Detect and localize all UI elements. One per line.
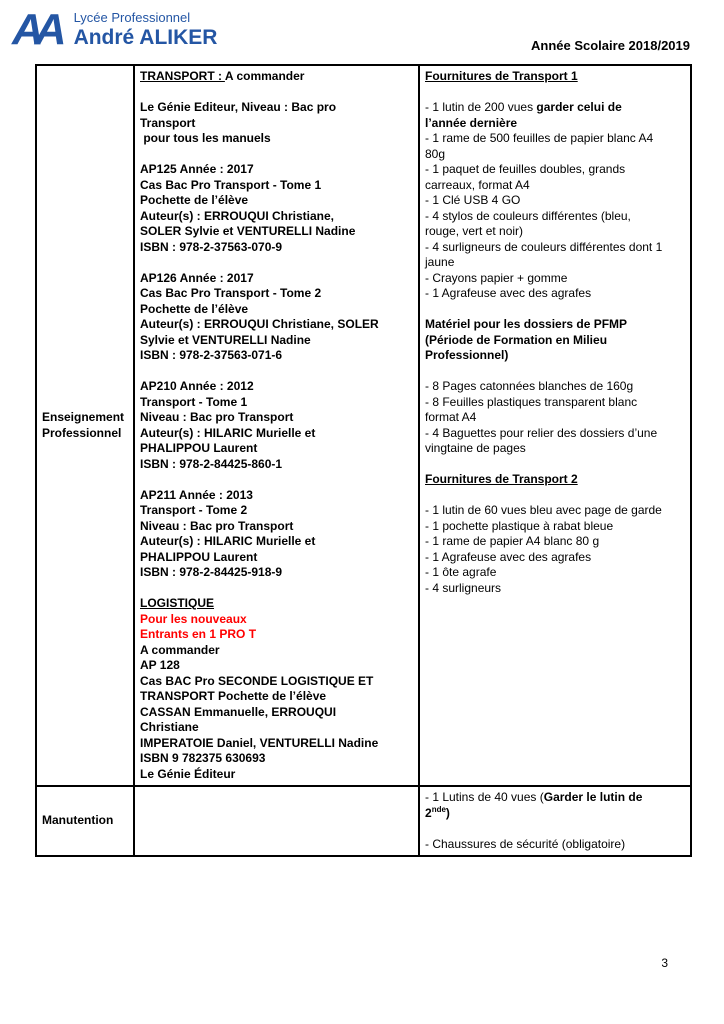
text-line bbox=[140, 69, 413, 85]
text-run: Le Génie Éditeur bbox=[140, 766, 236, 781]
text-line bbox=[425, 426, 685, 442]
text-line bbox=[140, 674, 413, 690]
text-line bbox=[140, 627, 413, 643]
text-line bbox=[42, 410, 128, 426]
text-line bbox=[140, 534, 413, 550]
text-line bbox=[425, 581, 685, 597]
text-run: - 1 rame de 500 feuilles de papier blanc A4 bbox=[425, 131, 654, 145]
text-run: AP125 Année : 2017 bbox=[140, 162, 254, 176]
text-line bbox=[140, 658, 413, 674]
text-line bbox=[425, 224, 685, 240]
text-line bbox=[425, 333, 685, 349]
text-run: nde bbox=[431, 804, 446, 814]
text-run: PHALIPPOU Laurent bbox=[140, 549, 258, 564]
text-line bbox=[425, 240, 685, 256]
text-run: Transport bbox=[140, 115, 196, 130]
text-run: - Chaussures de sécurité (obligatoire) bbox=[425, 836, 626, 851]
text-run: - 1 Clé USB 4 GO bbox=[425, 193, 521, 207]
text-run: - 1 lutin de 60 vues bleu avec page de garde bbox=[425, 503, 662, 517]
text-line bbox=[425, 147, 685, 163]
text-run: Professionnel) bbox=[425, 348, 509, 362]
text-line bbox=[140, 224, 413, 240]
text-line bbox=[425, 193, 685, 209]
text-line bbox=[140, 503, 413, 519]
text-line bbox=[140, 271, 413, 287]
text-run: CASSAN Emmanuelle, ERROUQUI bbox=[140, 704, 337, 719]
text-line bbox=[425, 178, 685, 194]
text-line bbox=[140, 333, 413, 349]
text-run: TRANSPORT : bbox=[140, 69, 225, 83]
text-line bbox=[140, 705, 413, 721]
text-line bbox=[425, 519, 685, 535]
page-header bbox=[0, 0, 724, 58]
row-label-cell bbox=[36, 786, 134, 856]
school-name-line2: André ALIKER bbox=[73, 26, 218, 50]
text-line bbox=[425, 550, 685, 566]
text-run: TRANSPORT Pochette de l’élève bbox=[140, 689, 327, 703]
text-run: - 1 Agrafeuse avec des agrafes bbox=[425, 286, 592, 300]
text-run: Transport - Tome 2 bbox=[140, 503, 248, 517]
text-line bbox=[140, 519, 413, 535]
text-line bbox=[42, 813, 128, 829]
text-run: Manutention bbox=[42, 813, 114, 828]
text-run: carreaux, format A4 bbox=[425, 177, 530, 192]
text-line bbox=[140, 147, 413, 163]
text-line bbox=[140, 410, 413, 426]
table-row-manutention bbox=[36, 786, 691, 856]
text-run: - 1 pochette plastique à rabat bleue bbox=[425, 518, 614, 533]
text-run: ISBN : 978-2-37563-070-9 bbox=[140, 239, 283, 254]
text-run: Professionnel bbox=[42, 425, 122, 440]
text-run: (Période de Formation en Milieu bbox=[425, 332, 608, 347]
text-line bbox=[425, 790, 685, 806]
text-line bbox=[425, 255, 685, 271]
supplies-table bbox=[35, 64, 692, 857]
text-run: ISBN : 978-2-84425-860-1 bbox=[140, 456, 283, 471]
books-cell bbox=[134, 65, 419, 786]
text-line bbox=[140, 255, 413, 271]
text-run: pour tous les manuels bbox=[140, 131, 271, 145]
text-run: - 1 Lutins de 40 vues ( bbox=[425, 790, 544, 804]
text-line bbox=[425, 364, 685, 380]
text-run: PHALIPPOU Laurent bbox=[140, 441, 258, 455]
text-run: - 4 Baguettes pour relier des dossiers d’une bbox=[425, 425, 658, 440]
text-run: Auteur(s) : ERROUQUI Christiane, SOLER bbox=[140, 317, 379, 331]
text-line bbox=[425, 441, 685, 457]
row-label bbox=[42, 813, 128, 829]
text-line bbox=[140, 565, 413, 581]
text-run: Auteur(s) : ERROUQUI Christiane, bbox=[140, 208, 335, 223]
text-line bbox=[425, 821, 685, 837]
text-run: ISBN 9 782375 630693 bbox=[140, 751, 266, 765]
text-run: jaune bbox=[425, 255, 455, 269]
text-run: Cas BAC Pro SECONDE LOGISTIQUE ET bbox=[140, 673, 374, 688]
text-run: AP 128 bbox=[140, 658, 180, 672]
text-line bbox=[140, 767, 413, 783]
text-line bbox=[425, 472, 685, 488]
text-line bbox=[425, 379, 685, 395]
text-line bbox=[140, 162, 413, 178]
text-run: Entrants en 1 PRO T bbox=[140, 627, 257, 641]
text-line bbox=[140, 302, 413, 318]
text-line bbox=[140, 240, 413, 256]
school-name-line1: Lycée Professionnel bbox=[73, 10, 191, 25]
text-run: ISBN : 978-2-84425-918-9 bbox=[140, 565, 283, 579]
text-line bbox=[425, 348, 685, 364]
text-line bbox=[140, 643, 413, 659]
text-run: Christiane bbox=[140, 720, 199, 734]
text-line bbox=[140, 581, 413, 597]
text-run: Pochette de l’élève bbox=[140, 193, 249, 207]
text-run: - 8 Feuilles plastiques transparent blanc bbox=[425, 394, 638, 409]
text-line bbox=[425, 69, 685, 85]
school-name bbox=[74, 10, 218, 49]
text-run: LOGISTIQUE bbox=[140, 596, 215, 610]
text-run: vingtaine de pages bbox=[425, 441, 526, 455]
text-line bbox=[140, 317, 413, 333]
text-run: Pochette de l’élève bbox=[140, 301, 249, 316]
text-run: - 1 ôte agrafe bbox=[425, 565, 497, 579]
text-line bbox=[425, 131, 685, 147]
text-run: Garder le lutin de bbox=[543, 790, 643, 804]
text-run: - 1 Agrafeuse avec des agrafes bbox=[425, 549, 592, 564]
text-run: Fournitures de Transport 1 bbox=[425, 69, 578, 83]
text-line bbox=[425, 116, 685, 132]
text-line bbox=[140, 100, 413, 116]
text-run: - 1 paquet de feuilles doubles, grands bbox=[425, 162, 626, 176]
text-run: Auteur(s) : HILARIC Murielle et bbox=[140, 534, 316, 548]
text-line bbox=[425, 100, 685, 116]
text-line bbox=[140, 379, 413, 395]
table-row-enseignement-professionnel bbox=[36, 65, 691, 786]
text-line bbox=[140, 596, 413, 612]
logo-aa-icon: AA bbox=[12, 4, 58, 54]
text-run: - 1 lutin de 200 vues bbox=[425, 100, 537, 114]
text-line bbox=[425, 85, 685, 101]
text-line bbox=[42, 426, 128, 442]
text-line bbox=[140, 116, 413, 132]
text-line bbox=[140, 426, 413, 442]
text-run: Cas Bac Pro Transport - Tome 1 bbox=[140, 177, 322, 192]
text-line bbox=[140, 751, 413, 767]
text-run: A commander bbox=[140, 642, 220, 657]
text-run: Sylvie et VENTURELLI Nadine bbox=[140, 332, 311, 347]
text-line bbox=[140, 488, 413, 504]
text-line bbox=[140, 348, 413, 364]
text-line bbox=[140, 395, 413, 411]
row-label-cell bbox=[36, 65, 134, 786]
text-line bbox=[425, 457, 685, 473]
school-logo bbox=[12, 4, 218, 54]
text-run: SOLER Sylvie et VENTURELLI Nadine bbox=[140, 224, 356, 238]
text-line bbox=[425, 534, 685, 550]
text-line bbox=[140, 736, 413, 752]
text-line bbox=[425, 395, 685, 411]
text-run: 80g bbox=[425, 146, 446, 161]
text-line bbox=[425, 271, 685, 287]
text-line bbox=[140, 364, 413, 380]
text-run: 2 bbox=[425, 805, 432, 820]
text-run: A commander bbox=[224, 69, 305, 83]
text-run: IMPERATOIE Daniel, VENTURELLI Nadine bbox=[140, 735, 379, 750]
text-line bbox=[425, 837, 685, 853]
text-run: Enseignement bbox=[42, 410, 125, 424]
text-line bbox=[425, 317, 685, 333]
text-run: Fournitures de Transport 2 bbox=[425, 472, 578, 486]
supplies-cell bbox=[419, 65, 691, 786]
text-run: Matériel pour les dossiers de PFMP bbox=[425, 317, 628, 331]
text-run: AP126 Année : 2017 bbox=[140, 270, 254, 285]
text-run: Niveau : Bac pro Transport bbox=[140, 410, 294, 424]
text-line bbox=[140, 550, 413, 566]
text-run: - 4 surligneurs bbox=[425, 580, 502, 595]
text-run: AP211 Année : 2013 bbox=[140, 487, 253, 502]
text-run: AP210 Année : 2012 bbox=[140, 379, 254, 393]
text-line bbox=[140, 85, 413, 101]
books-cell-empty bbox=[134, 786, 419, 856]
text-line bbox=[425, 410, 685, 426]
text-line bbox=[425, 302, 685, 318]
page-number: 3 bbox=[661, 956, 668, 970]
text-run: Transport - Tome 1 bbox=[140, 394, 248, 409]
school-year: Année Scolaire 2018/2019 bbox=[531, 38, 690, 53]
text-line bbox=[140, 193, 413, 209]
text-line bbox=[425, 503, 685, 519]
text-line bbox=[140, 441, 413, 457]
text-line bbox=[140, 209, 413, 225]
text-run: Le Génie Editeur, Niveau : Bac pro bbox=[140, 100, 337, 114]
text-run: rouge, vert et noir) bbox=[425, 224, 524, 238]
text-line bbox=[140, 131, 413, 147]
text-run: Pour les nouveaux bbox=[140, 611, 247, 626]
text-run: garder celui de bbox=[536, 100, 622, 114]
text-line bbox=[140, 472, 413, 488]
text-line bbox=[140, 720, 413, 736]
text-run: Cas Bac Pro Transport - Tome 2 bbox=[140, 286, 322, 300]
text-line bbox=[425, 565, 685, 581]
text-run: ISBN : 978-2-37563-071-6 bbox=[140, 348, 283, 362]
text-line bbox=[425, 488, 685, 504]
text-line bbox=[140, 689, 413, 705]
text-run: - Crayons papier + gomme bbox=[425, 270, 568, 285]
text-line bbox=[140, 178, 413, 194]
supplies-cell bbox=[419, 786, 691, 856]
text-run: - 4 surligneurs de couleurs différentes dont 1 bbox=[425, 239, 663, 254]
text-line bbox=[140, 286, 413, 302]
text-run: - 1 rame de papier A4 blanc 80 g bbox=[425, 534, 600, 548]
text-line bbox=[140, 612, 413, 628]
text-run: - 4 stylos de couleurs différentes (bleu, bbox=[425, 208, 631, 223]
row-label bbox=[42, 410, 128, 441]
text-run: l’année dernière bbox=[425, 115, 518, 130]
text-run: Auteur(s) : HILARIC Murielle et bbox=[140, 425, 316, 440]
text-line bbox=[425, 162, 685, 178]
text-line bbox=[425, 806, 685, 822]
text-run: ) bbox=[445, 805, 450, 820]
text-line bbox=[425, 209, 685, 225]
text-run: format A4 bbox=[425, 410, 477, 424]
text-line bbox=[425, 286, 685, 302]
text-run: - 8 Pages catonnées blanches de 160g bbox=[425, 379, 634, 393]
text-run: Niveau : Bac pro Transport bbox=[140, 518, 294, 533]
text-line bbox=[140, 457, 413, 473]
